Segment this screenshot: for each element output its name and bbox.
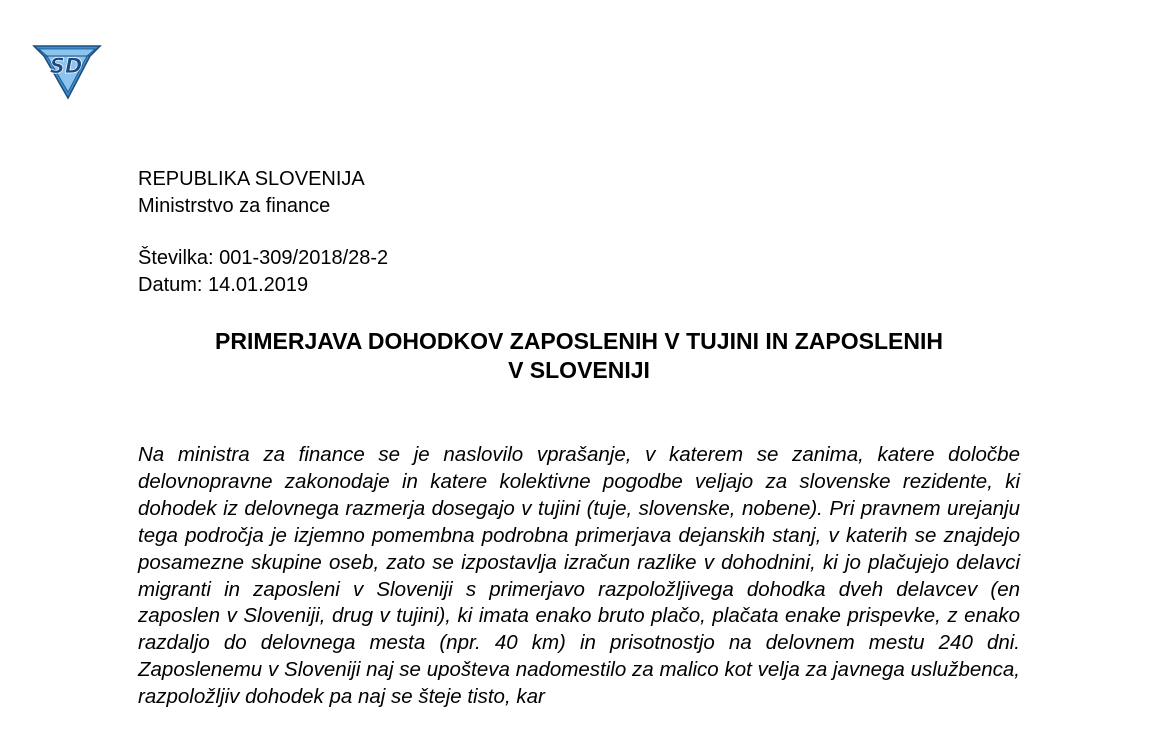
republic-name: REPUBLIKA SLOVENIJA xyxy=(138,168,365,190)
logo-text: SD xyxy=(49,54,83,78)
document-meta xyxy=(138,245,388,299)
document-date: Datum: 14.01.2019 xyxy=(138,274,309,296)
body-paragraph: Na ministra za finance se je naslovilo vprašanje, v katerem se zanima, katere določbe delovnopravne zakonodaje in katere kolektivne pogodbe veljajo za slovenske rezidente, ki dohodek iz delovnega razmerja dosegajo v tujini (tuje, slovenske, nobene). Pri pravnem urejanju tega področja je izjemno pomembna podrobna primerjava dejanskih stanj, v katerih se znajdejo posamezne skupine oseb, zato se izpostavlja izračun razlike v dohodnini, ki jo plačujejo delavci migranti in zaposleni v Sloveniji s primerjavo razpoložljivega dohodka dveh delavcev (en zaposlen v Sloveniji, drug v tujini), ki imata enako bruto plačo, plačata enake prispevke, z enako razdaljo do delovnega mesta (npr. 40 km) in prisotnostjo na delovnem mestu 240 dni. Zaposlenemu v Sloveniji naj se upošteva nadomestilo za malico kot velja za javnega uslužbenca, razpoložljiv dohodek pa naj se šteje tisto, kar xyxy=(138,443,1020,709)
title-line-2: V SLOVENIJI xyxy=(508,357,650,383)
document-title xyxy=(138,327,1020,385)
title-line-1: PRIMERJAVA DOHODKOV ZAPOSLENIH V TUJINI IN ZAPOSLENIH xyxy=(215,328,943,354)
header-block xyxy=(138,166,365,220)
document-number: Številka: 001-309/2018/28-2 xyxy=(138,247,389,269)
ministry-name: Ministrstvo za finance xyxy=(138,195,331,217)
sd-diamond-logo-icon xyxy=(30,40,104,100)
